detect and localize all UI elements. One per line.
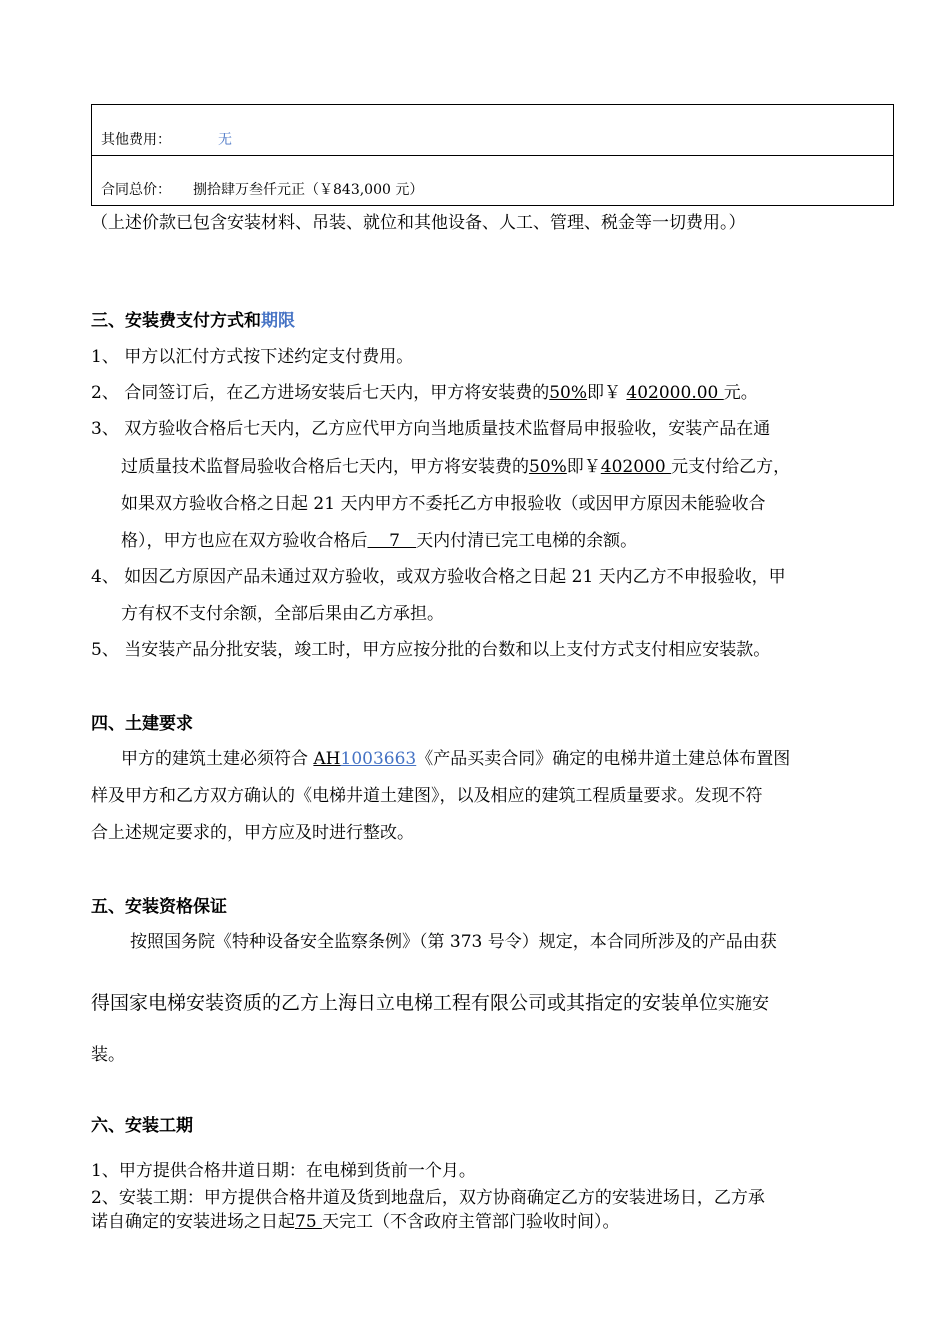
sec3-item-2 xyxy=(91,378,758,403)
sec3-item-4-line-1: 4、 如因乙方原因产品未通过双方验收，或双方验收合格之日起 21 天内乙方不申报验收，甲 xyxy=(91,567,786,587)
sec5-line-2-text: 得国家电梯安装资质的乙方上海日立电梯工程有限公司或其指定的安装单位 xyxy=(91,992,719,1014)
sec3-item-3-line-3: 如果双方验收合格之日起 21 天内甲方不委托乙方申报验收（或因甲方原因未能验收合 xyxy=(121,494,766,514)
contract-code-number: 1003663 xyxy=(340,749,417,769)
sec4-line-3: 合上述规定要求的，甲方应及时进行整改。 xyxy=(91,823,414,843)
sec6-item-2-line-1: 2、安装工期：甲方提供合格井道及货到地盘后，双方协商确定乙方的安装进场日，乙方承 xyxy=(91,1188,765,1208)
section-6-title: 六、安装工期 xyxy=(91,1116,193,1136)
sec3-item-3-line-4-text: 格），甲方也应在双方验收合格后 xyxy=(121,531,368,551)
other-fee-value: 无 xyxy=(218,132,232,148)
sec3-item-2-percent: 50% xyxy=(549,383,588,403)
sec6-item-2-tail: 天完工（不含政府主管部门验收时间）。 xyxy=(322,1212,620,1232)
section-4-title: 四、土建要求 xyxy=(91,714,193,734)
sec3-item-5: 5、 当安装产品分批安装，竣工时，甲方应按分批的台数和以上支付方式支付相应安装款。 xyxy=(91,640,771,660)
sec5-line-1: 按照国务院《特种设备安全监察条例》（第 373 号令）规定，本合同所涉及的产品由获 xyxy=(130,932,777,952)
sec6-item-2-text: 诺自确定的安装进场之日起 xyxy=(91,1212,295,1232)
sec3-item-3-percent: 50% xyxy=(529,457,567,477)
sec3-item-3-days: 7 xyxy=(367,531,417,551)
sec6-item-2-days: 75 xyxy=(295,1212,323,1232)
sec3-item-3-line-4-tail: 天内付清已完工电梯的余额。 xyxy=(416,531,638,551)
section-3-title xyxy=(91,306,295,331)
sec3-item-2-yen: 即￥ xyxy=(587,383,627,403)
section-3-title-text: 三、安装费支付方式和 xyxy=(91,311,261,331)
section-5-title: 五、安装资格保证 xyxy=(91,897,227,917)
sec6-item-1: 1、甲方提供合格井道日期：在电梯到货前一个月。 xyxy=(91,1161,476,1181)
sec3-item-3-yen: 即￥ xyxy=(566,457,601,477)
sec3-item-3-tail: 元支付给乙方， xyxy=(671,457,791,477)
sec3-item-2-amount: 402000.00 xyxy=(626,383,724,403)
sec5-line-2 xyxy=(91,988,769,1015)
other-fee-label: 其他费用： xyxy=(101,132,171,148)
sec3-item-2-unit: 元。 xyxy=(723,383,758,403)
sec3-item-3-line-1: 3、 双方验收合格后七天内，乙方应代甲方向当地质量技术监督局申报验收，安装产品在通 xyxy=(91,419,771,439)
sec4-line-2: 样及甲方和乙方双方确认的《电梯井道土建图》，以及相应的建筑工程质量要求。发现不符 xyxy=(91,786,763,806)
sec3-item-3-amount: 402000 xyxy=(600,457,672,477)
table-divider xyxy=(92,155,893,156)
sec3-item-3-line-4 xyxy=(121,526,637,551)
sec6-item-2-line-2 xyxy=(91,1207,620,1232)
sec3-item-4-line-2: 方有权不支付余额，全部后果由乙方承担。 xyxy=(121,604,444,624)
sec4-line-1-tail: 《产品买卖合同》确定的电梯井道土建总体布置图 xyxy=(416,749,791,769)
sec3-item-2-text: 2、 合同签订后，在乙方进场安装后七天内，甲方将安装费的 xyxy=(91,383,550,403)
contract-code-prefix: AH xyxy=(313,749,341,769)
sec3-item-3-text: 过质量技术监督局验收合格后七天内，甲方将安装费的 xyxy=(121,457,529,477)
sec5-line-2-tail: 实施安 xyxy=(718,994,770,1014)
sec3-item-3-line-2 xyxy=(121,452,790,477)
sec3-item-1: 1、 甲方以汇付方式按下述约定支付费用。 xyxy=(91,347,414,367)
sec4-line-1-text: 甲方的建筑土建必须符合 xyxy=(121,749,314,769)
fee-table xyxy=(91,104,894,206)
section-3-title-term: 期限 xyxy=(261,311,295,331)
total-label: 合同总价： xyxy=(101,182,171,198)
sec4-line-1 xyxy=(121,744,790,769)
price-note: （上述价款已包含安装材料、吊装、就位和其他设备、人工、管理、税金等一切费用。） xyxy=(91,213,746,233)
sec5-line-3: 装。 xyxy=(91,1045,125,1065)
total-value: 捌拾肆万叁仟元正（￥843,000 元） xyxy=(193,182,424,198)
